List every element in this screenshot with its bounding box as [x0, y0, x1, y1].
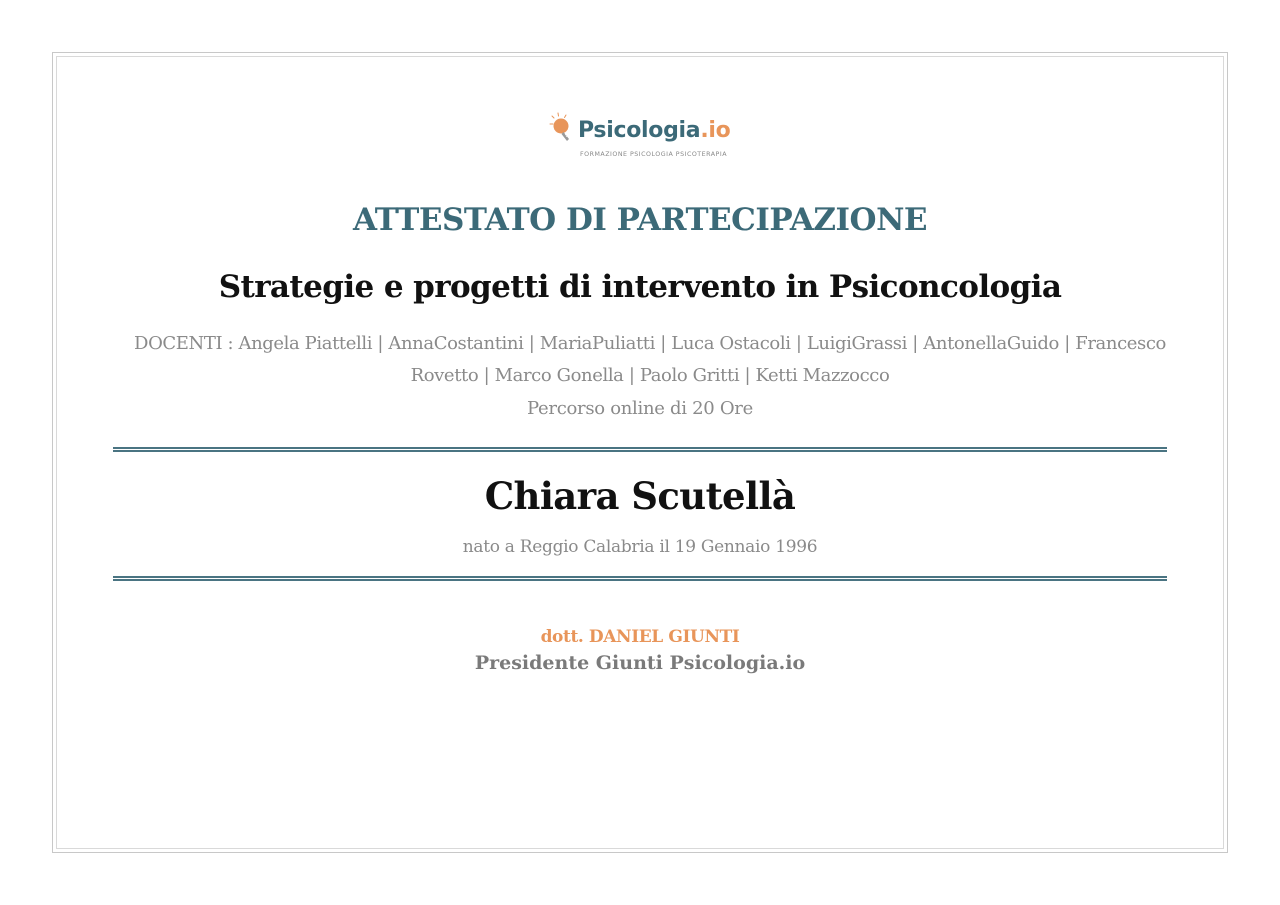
divider-top	[113, 447, 1167, 452]
logo-word-main: Psicologia	[578, 118, 701, 143]
logo-tagline: FORMAZIONE PSICOLOGIA PSICOTERAPIA	[580, 151, 728, 158]
recipient-birth-info: nato a Reggio Calabria il 19 Gennaio 1996	[462, 537, 818, 557]
divider-bottom	[113, 576, 1167, 581]
course-title: Strategie e progetti di intervento in Psiconcologia	[218, 269, 1062, 305]
signer-role: Presidente Giunti Psicologia.io	[474, 652, 806, 674]
course-duration: Percorso online di 20 Ore	[527, 398, 753, 419]
recipient-name: Chiara Scutellà	[484, 474, 796, 518]
logo-word-accent: .io	[700, 118, 731, 143]
certificate-title: ATTESTATO DI PARTECIPAZIONE	[352, 202, 928, 238]
certificate-border-inner	[56, 56, 1224, 849]
signer-name: dott. DANIEL GIUNTI	[540, 627, 740, 647]
psicologia-logo	[548, 112, 738, 164]
lightbulb-icon	[548, 112, 578, 148]
teachers-list: DOCENTI : Angela Piattelli | AnnaCostantini | MariaPuliatti | Luca Ostacoli | LuigiGrassi | AntonellaGuido | Francesco Rovetto | Marco Gonella | Paolo Gritti | Ketti Mazzocco	[134, 333, 1166, 386]
logo-wordmark	[578, 118, 730, 143]
